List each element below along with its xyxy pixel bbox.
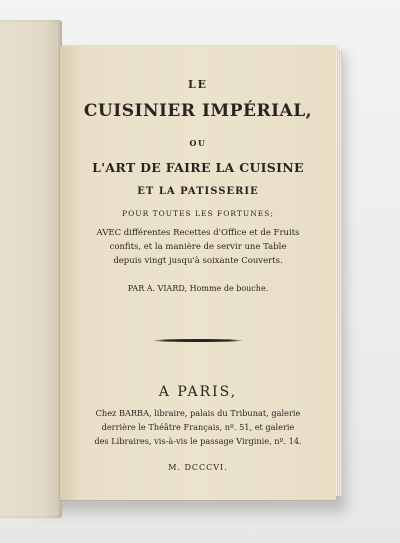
book-subtitle: L'ART DE FAIRE LA CUISINE [92, 160, 304, 175]
book-front-cover [0, 20, 62, 518]
author-line: PAR A. VIARD, Homme de bouche. [127, 284, 269, 293]
publisher-line-1: Chez BARBA, libraire, palais du Tribunat, galerie [95, 408, 301, 418]
description-line-1: AVEC différentes Recettes d'Office et de Fruits [96, 228, 300, 238]
audience-line: POUR TOUTES LES FORTUNES; [122, 209, 274, 218]
publisher-line-2: derrière le Théâtre Français, nº. 51, et galerie [101, 422, 295, 432]
description-line-2: confits, et la manière de servir une Table [109, 242, 287, 252]
publisher-line-3: des Libraires, vis-à-vis le passage Virginie, nº. 14. [94, 436, 302, 446]
decorative-rule [152, 339, 244, 342]
description-line-3: depuis vingt jusqu'à soixante Couverts. [113, 256, 283, 266]
title-conjunction: OU [189, 138, 207, 148]
book-title: CUISINIER IMPÉRIAL, [83, 101, 313, 121]
book-subtitle-2: ET LA PATISSERIE [137, 186, 259, 197]
title-article: LE [187, 78, 209, 91]
publication-year: M. DCCCVI. [168, 463, 228, 472]
title-page [60, 46, 336, 500]
imprint-city: A PARIS, [158, 384, 238, 400]
